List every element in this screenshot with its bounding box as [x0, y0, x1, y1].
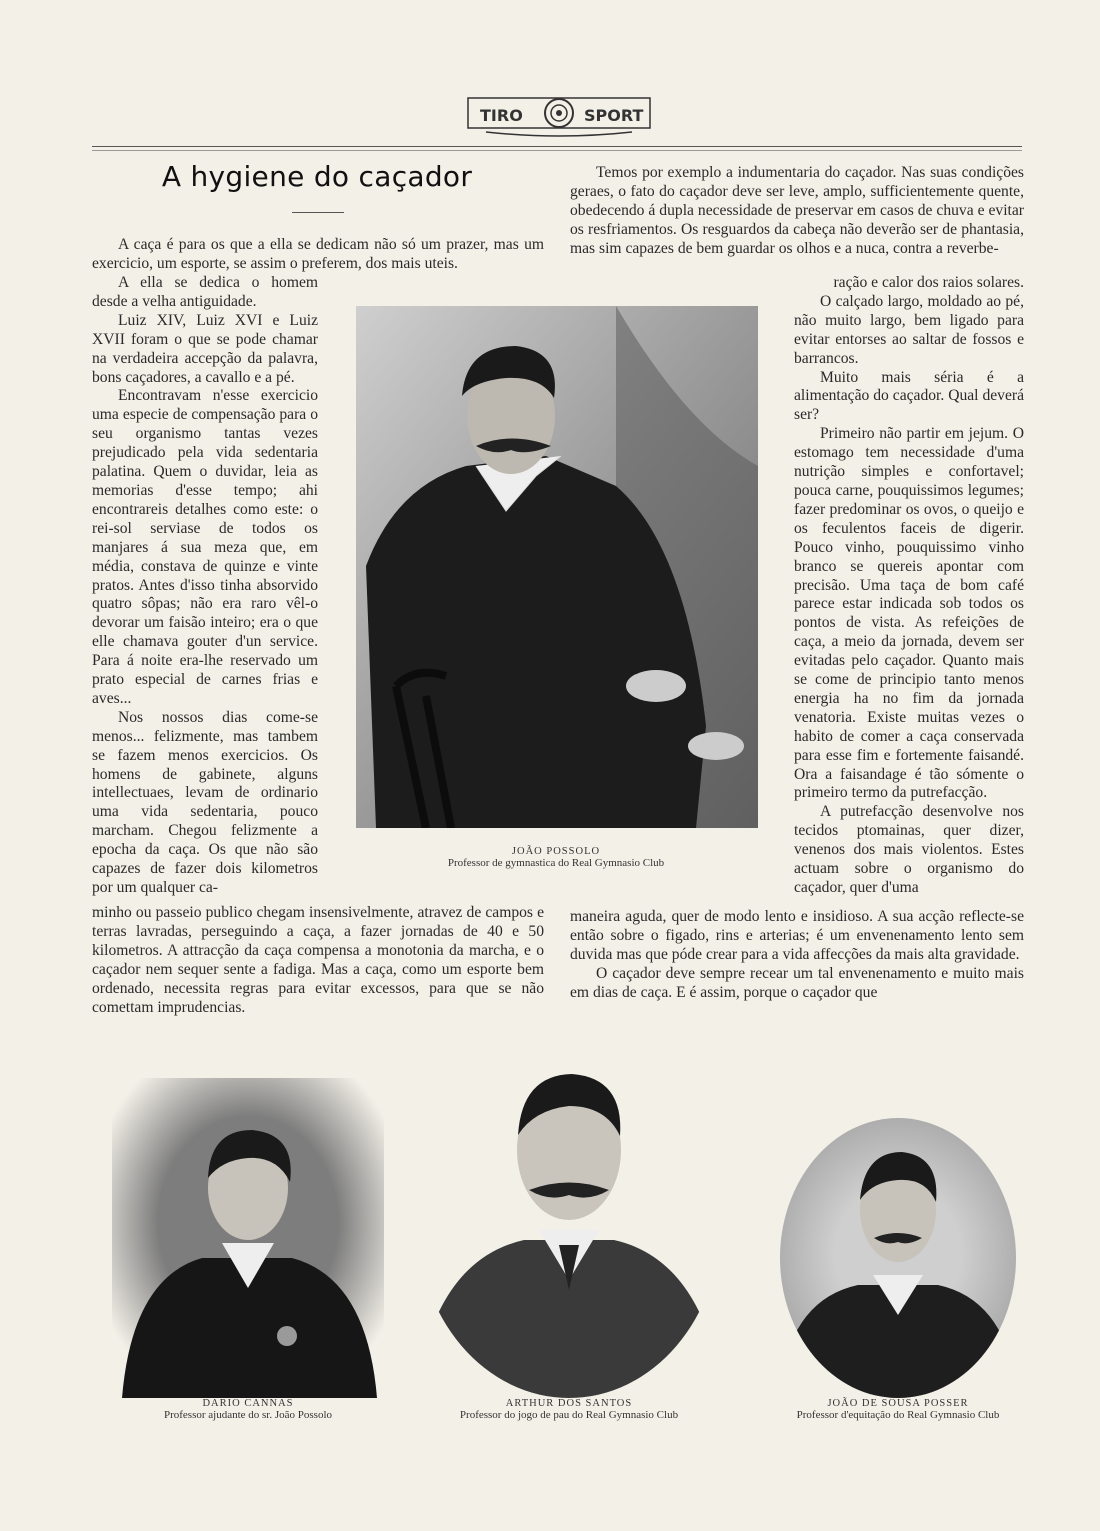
right-column-narrow	[794, 274, 1024, 898]
paragraph: Luiz XIV, Luiz XVI e Luiz XVII foram o que se pode chamar na verdadeira accepção da palavra, bons caçadores, a cavallo e a pé.	[92, 311, 318, 386]
paragraph: O caçador deve sempre recear um tal envenenamento e muito mais em dias de caça. E é assim, porque o caçador que	[570, 964, 1024, 1001]
paragraph: O calçado largo, moldado ao pé, não muito largo, bem ligado para evitar entorses ao saltar de fossos e barrancos.	[794, 292, 1024, 367]
left-column-bottom	[92, 904, 544, 1017]
paragraph: Encontravam n'esse exercicio uma especie de compensação para o seu organismo tantas vezes prejudicado pela vida sedentaria palatina. Quem o duvidar, leia as memorias d'esse tempo; ahi encontrareis detalhes como este: o rei-sol serviase de todos os manjares á sua meza que, em média, constava de quinze e vinte pratos. Antes d'isso tinha absorvido quatro sôpas; não era raro vêl-o devorar um faisão inteiro; era o que elle chamava gouter d'un service. Para á noite era-lhe reservado um prato especial de carnes frias e aves...	[92, 387, 318, 707]
portrait-dario-cannas	[112, 1078, 384, 1398]
caption-dario-cannas	[112, 1398, 384, 1421]
caption-name: ARTHUR DOS SANTOS	[505, 1398, 633, 1409]
portrait-joao-de-sousa-posser	[768, 1110, 1028, 1398]
portrait-joao-possolo	[356, 306, 758, 828]
left-column-narrow	[92, 274, 318, 898]
right-column-bottom	[570, 908, 1024, 1003]
paragraph: Muito mais séria é a alimentação do caçador. Qual deverá ser?	[794, 368, 1024, 424]
caption-joao-de-sousa-posser	[768, 1398, 1028, 1421]
caption-name: DARIO CANNAS	[202, 1398, 294, 1409]
left-column-intro	[92, 236, 544, 274]
paragraph: Primeiro não partir em jejum. O estomago tem necessidade d'uma nutrição simples e confortavel; pouca carne, pouquissimos legumes; fazer predominar os ovos, o queijo e os feculentos faceis de digerir. Pouco vinho, pouquissimo vinho branco se quereis apontar com precisão. Uma taça de bom café parece estar indicada sob todos os pontos de vista. As refeições de caça, a meio da jornada, devem ser evitadas pelo caçador. Quanto mais se come de principio tanto menos energia ha no fim da jornada venatoria. Existe muitas vezes o habito de comer a caça conservada para esse fim e fortemente faisandé. Ora a faisandage é tão sómente o primeiro termo da putrefacção.	[794, 425, 1024, 802]
article-title: A hygiene do caçador	[161, 160, 473, 193]
svg-text:SPORT: SPORT	[584, 106, 644, 125]
paragraph: Nos nossos dias come-se menos... felizmente, mas tambem se fazem menos exercicios. Os homens de gabinete, alguns intellectuaes, levam de ordinario uma vida sedentaria, pouco marcham. Chegou felizmente a epocha da caça. Os que não são capazes de fazer dois kilometros por um qualquer ca-	[92, 708, 318, 896]
caption-name: JOÃO DE SOUSA POSSER	[827, 1398, 969, 1409]
masthead-logo	[466, 92, 652, 138]
paragraph: ração e calor dos raios solares.	[833, 274, 1024, 291]
caption-role: Professor ajudante do sr. João Possolo	[163, 1409, 333, 1421]
svg-text:TIRO: TIRO	[480, 106, 523, 125]
paragraph: maneira aguda, quer de modo lento e insidioso. A sua acção reflecte-se então sobre o figado, rins e arterias; é um envenenamento lento sem duvida mas que póde crear para a vida affecções da mais alta gravidade.	[570, 908, 1024, 963]
paragraph: Temos por exemplo a indumentaria do caçador. Nas suas condições geraes, o fato do caçador deve ser leve, amplo, sufficientemente quente, obedecendo á dupla necessidade de preservar em casos de chuva e evitar os resfriamentos. Os resguardos da cabeça não deverão ser de phantasia, mas sim capazes de bem guardar os olhos e a nuca, contra a reverbe-	[570, 164, 1024, 257]
caption-arthur-dos-santos	[424, 1398, 714, 1421]
paragraph: minho ou passeio publico chegam insensivelmente, atravez de campos e terras lavradas, perseguindo a caça, a fazer jornadas de 40 e 50 kilometros. A attracção da caça compensa a monotonia da marcha, e o caçador nem sequer sente a fadiga. Mas a caça, como um esporte bem ordenado, necessita regras para evitar excessos, para que se não comettam imprudencias.	[92, 904, 544, 1016]
caption-joao-possolo	[400, 846, 712, 869]
caption-role: Professor d'equitação do Real Gymnasio Club	[796, 1409, 1000, 1421]
caption-role: Professor do jogo de pau do Real Gymnasio Club	[459, 1409, 679, 1421]
title-divider	[292, 212, 344, 213]
caption-role: Professor de gymnastica do Real Gymnasio Club	[447, 857, 665, 869]
paragraph: A putrefacção desenvolve nos tecidos ptomainas, quer dizer, venenos dos mais violentos. Estes actuam sobre o organismo do caçador, quer d'uma	[794, 803, 1024, 896]
paragraph: A caça é para os que a ella se dedicam não só um prazer, mas um exercicio, um esporte, se assim o preferem, dos mais uteis.	[92, 236, 544, 272]
paragraph: A ella se dedica o homem desde a velha antiguidade.	[92, 274, 318, 310]
header-rule-thin	[92, 150, 1022, 151]
portrait-arthur-dos-santos	[414, 1040, 724, 1400]
header-rule	[92, 146, 1022, 147]
caption-name: JOÃO POSSOLO	[511, 846, 601, 857]
right-column-top	[570, 164, 1024, 259]
